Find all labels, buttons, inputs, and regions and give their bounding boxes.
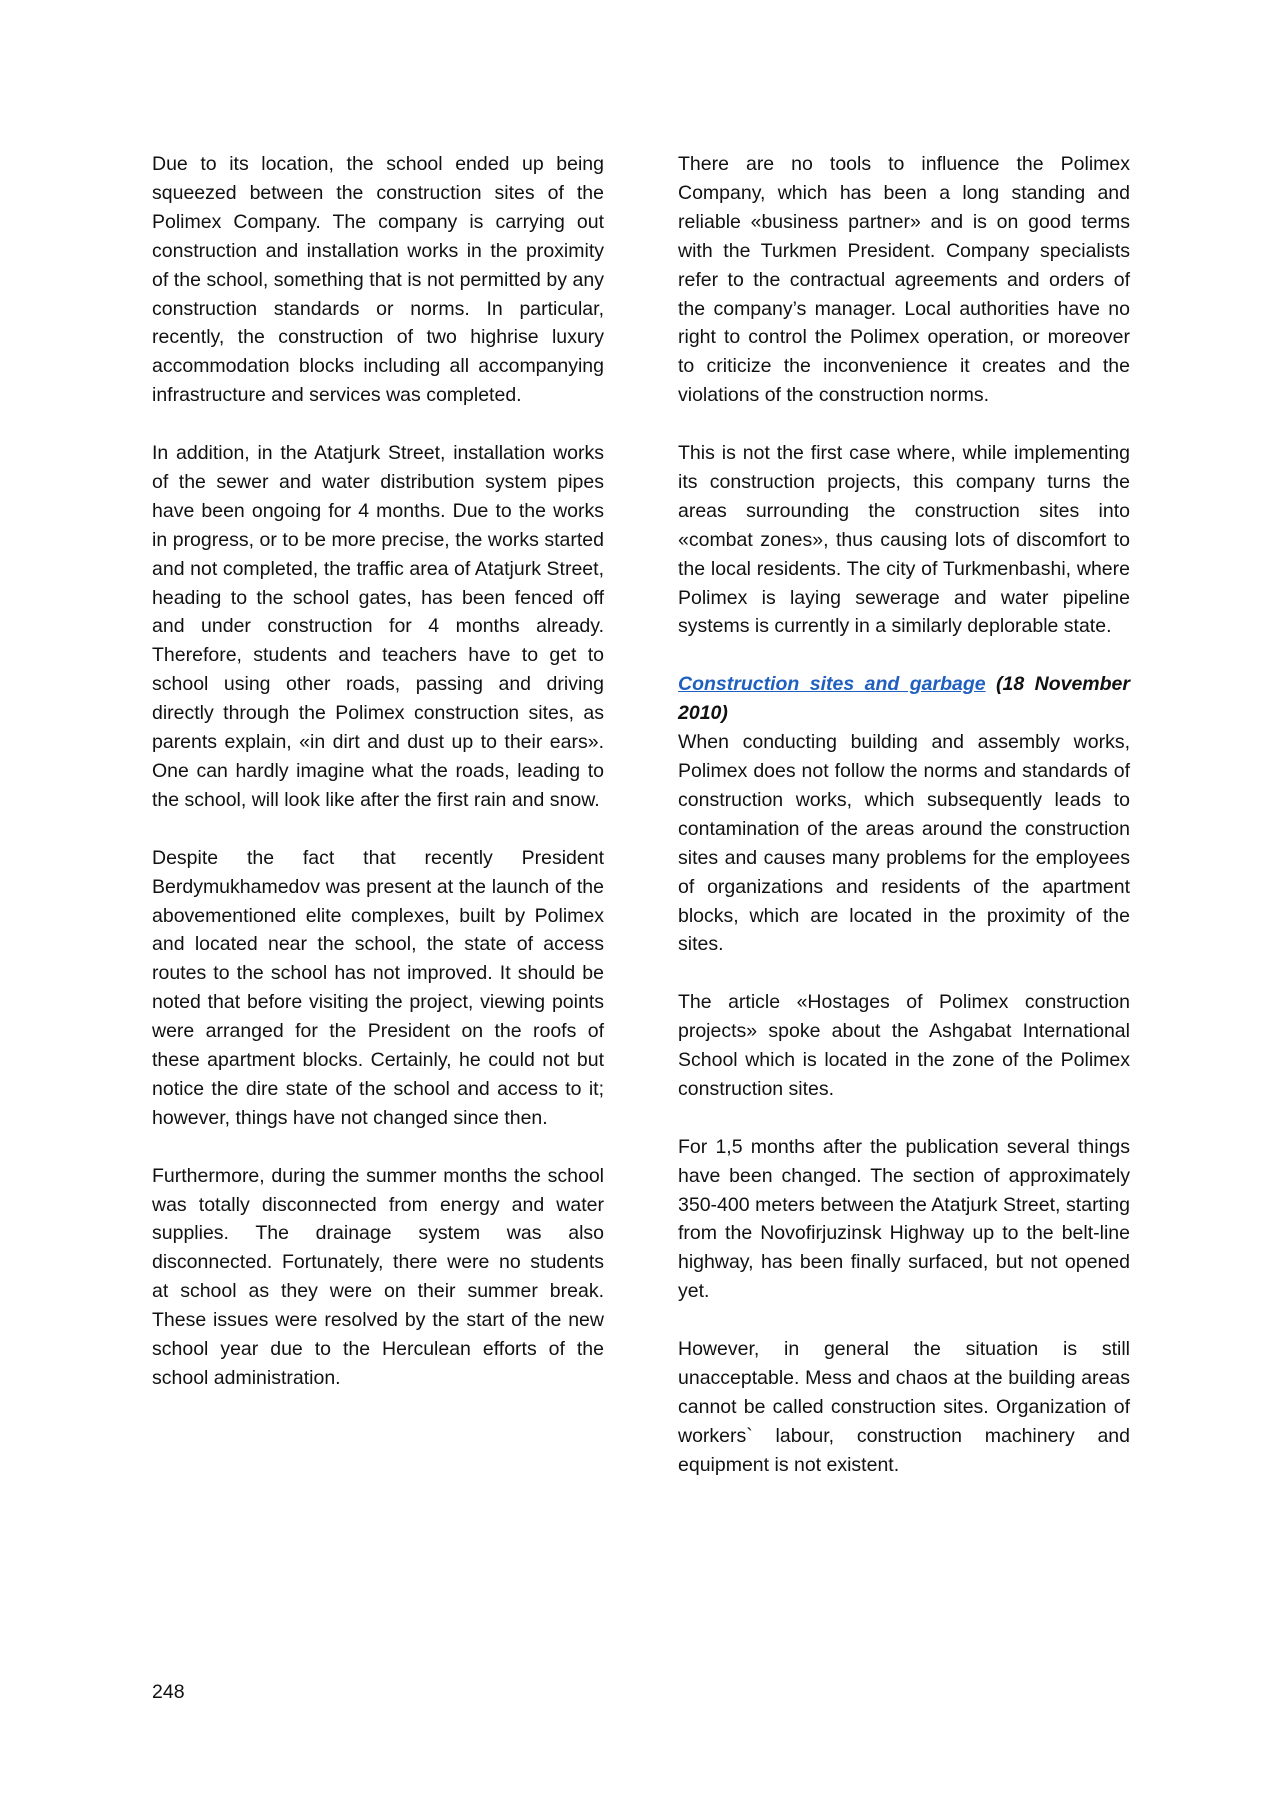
paragraph-no-tools: There are no tools to influence the Polimex Company, which has been a long standing and reliable «business partner» and is on good terms with the Turkmen President. Company specialists refer to the contractual agreements and orders of the company’s manager. Local authorities have no right to control the Polimex operation, or moreover to criticize the inconvenience it creates and the violations of the construction norms.: [678, 153, 1130, 407]
left-column: [152, 150, 604, 1422]
paragraph-president-visit: Despite the fact that recently President Berdymukhamedov was present at the launch of the abovementioned elite complexes, built by Polimex and located near the school, the state of access routes to the school has not improved. It should be noted that before visiting the project, viewing points were arranged for the President on the roofs of these apartment blocks. Certainly, he could not but notice the dire state of the school and access to it; however, things have not changed since then.: [152, 846, 604, 1129]
section-heading-link[interactable]: Construction sites and garbage: [678, 673, 986, 696]
paragraph-situation-unacceptable: However, in general the situation is still unacceptable. Mess and chaos at the building areas cannot be called construction sites. Organization of workers` labour, construction machinery and equipment is not existent.: [678, 1338, 1130, 1476]
paragraph-atatjurk-street: In addition, in the Atatjurk Street, installation works of the sewer and water distribution system pipes have been ongoing for 4 months. Due to the works in progress, or to be more precise, the works started and not completed, the traffic area of Atatjurk Street, heading to the school gates, has been fenced off and under construction for 4 months already. Therefore, students and teachers have to get to school using other roads, passing and driving directly through the Polimex construction sites, as parents explain, «in dirt and dust up to their ears». One can hardly imagine what the roads, leading to the school, will look like after the first rain and snow.: [152, 442, 604, 811]
paragraph-summer-disconnection: Furthermore, during the summer months the school was totally disconnected from energy and water supplies. The drainage system was also disconnected. Fortunately, there were no students at school as they were on their summer break. These issues were resolved by the start of the new school year due to the Herculean efforts of the school administration.: [152, 1164, 604, 1390]
paragraph-hostages-article: The article «Hostages of Polimex construction projects» spoke about the Ashgabat International School which is located in the zone of the Polimex construction sites.: [678, 991, 1130, 1100]
section-heading-date: (18 November 2010): [678, 673, 1130, 725]
section-heading: [678, 670, 1130, 728]
paragraph-building-works: When conducting building and assembly works, Polimex does not follow the norms and standards of construction works, which subsequently leads to contamination of the areas around the construction sites and causes many problems for the employees of organizations and residents of the apartment blocks, which are located in the proximity of the sites.: [678, 731, 1130, 956]
paragraph-school-location: Due to its location, the school ended up being squeezed between the construction sites of the Polimex Company. The company is carrying out construction and installation works in the proximity of the school, something that is not permitted by any construction standards or norms. In particular, recently, the construction of two highrise luxury accommodation blocks including all accompanying infrastructure and services was completed.: [152, 153, 604, 407]
page-number: 248: [152, 1681, 185, 1703]
right-column: [678, 150, 1130, 1509]
paragraph-after-publication: For 1,5 months after the publication several things have been changed. The section of approximately 350-400 meters between the Atatjurk Street, starting from the Novofirjuzinsk Highway up to the belt-line highway, has been finally surfaced, but not opened yet.: [678, 1135, 1130, 1303]
paragraph-combat-zones: This is not the first case where, while implementing its construction projects, this company turns the areas surrounding the construction sites into «combat zones», thus causing lots of discomfort to the local residents. The city of Turkmenbashi, where Polimex is laying sewerage and water pipeline systems is currently in a similarly deplorable state.: [678, 442, 1130, 638]
